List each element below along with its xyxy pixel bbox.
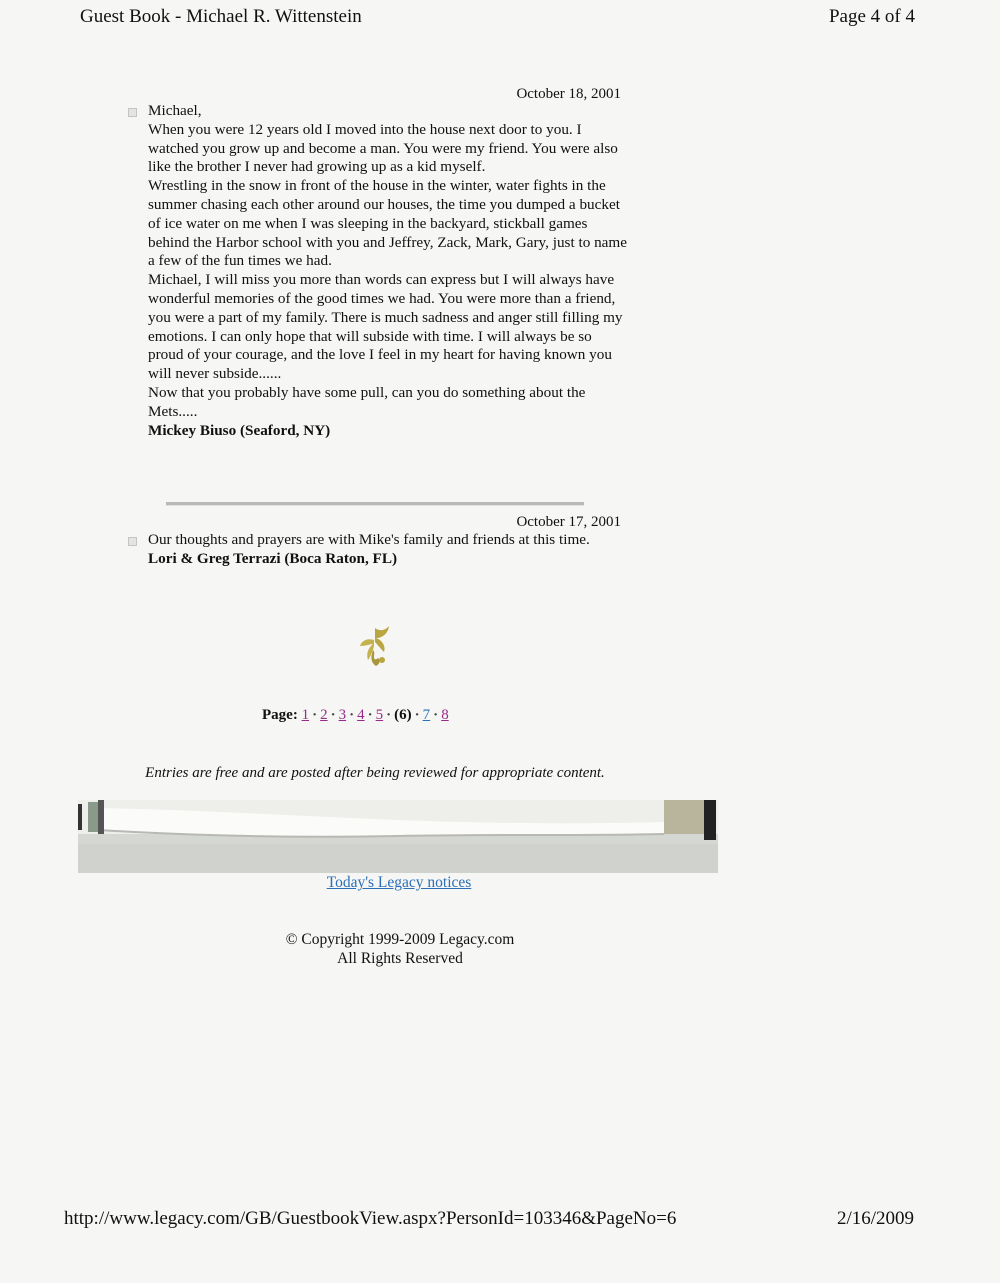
entry-text: Wrestling in the snow in front of the house in the winter, water fights in the summer chasing each other around our houses, the time you dumped a bucket of ice water on me when I was sleeping in the backyard, stickball games behind the Harbor school with you and Jeffrey, Zack, Mark, Gary, just to name a few of the fun times we had. bbox=[148, 177, 627, 270]
current-page: (6) bbox=[394, 707, 412, 723]
pagination: Page: 1 · 2 · 3 · 4 · 5 · (6) · 7 · 8 bbox=[262, 707, 449, 723]
guestbook-entry bbox=[148, 102, 628, 440]
entry-divider bbox=[166, 502, 584, 506]
entry-text: Our thoughts and prayers are with Mike's family and friends at this time. bbox=[148, 531, 590, 548]
entry-date: October 17, 2001 bbox=[516, 514, 621, 530]
page-link-7[interactable]: 7 bbox=[422, 707, 431, 723]
decorative-banner bbox=[78, 800, 718, 873]
page-link-5[interactable]: 5 bbox=[375, 707, 384, 723]
copyright-line: © Copyright 1999-2009 Legacy.com bbox=[285, 931, 515, 948]
entry-bullet-icon bbox=[128, 108, 137, 117]
page-link-2[interactable]: 2 bbox=[320, 707, 328, 723]
page-link-4[interactable]: 4 bbox=[357, 707, 365, 723]
copyright bbox=[200, 930, 600, 968]
entry-signature: Mickey Biuso (Seaford, NY) bbox=[148, 421, 331, 439]
page-link-3[interactable]: 3 bbox=[338, 707, 347, 723]
footer-date: 2/16/2009 bbox=[836, 1208, 914, 1229]
entry-text: Now that you probably have some pull, can you do something about the Mets..... bbox=[148, 383, 586, 420]
page-link-8[interactable]: 8 bbox=[441, 707, 449, 723]
entry-text: When you were 12 years old I moved into the house next door to you. I watched you grow up and become a man. You were my friend. You were also like the brother I never had growing up as a kid myself. bbox=[148, 120, 618, 176]
review-notice: Entries are free and are posted after being reviewed for appropriate content. bbox=[145, 765, 605, 781]
entry-signature: Lori & Greg Terrazi (Boca Raton, FL) bbox=[148, 549, 398, 567]
document-title: Guest Book - Michael R. Wittenstein bbox=[80, 6, 362, 27]
page-indicator: Page 4 of 4 bbox=[828, 6, 915, 27]
footer-url: http://www.legacy.com/GB/GuestbookView.aspx?PersonId=103346&PageNo=6 bbox=[64, 1208, 677, 1229]
entry-text: Michael, bbox=[148, 102, 202, 119]
page-link-1[interactable]: 1 bbox=[301, 707, 310, 723]
rights-line: All Rights Reserved bbox=[337, 950, 463, 967]
entry-date: October 18, 2001 bbox=[516, 86, 621, 102]
todays-legacy-notices-link[interactable]: Today's Legacy notices bbox=[326, 874, 472, 891]
entry-text: Michael, I will miss you more than words can express but I will always have wonderful memories of the good times we had. You were more than a friend, you were a part of my family. There is much sadness and anger still filling my emotions. I can only hope that will subside with time. I will always be so proud of your courage, and the love I feel in my heart for having known you will never subside...... bbox=[148, 271, 623, 383]
entry-bullet-icon bbox=[128, 537, 137, 546]
guestbook-entry bbox=[148, 531, 618, 569]
floral-ornament-icon bbox=[356, 624, 394, 668]
pagination-label: Page: bbox=[262, 707, 298, 723]
